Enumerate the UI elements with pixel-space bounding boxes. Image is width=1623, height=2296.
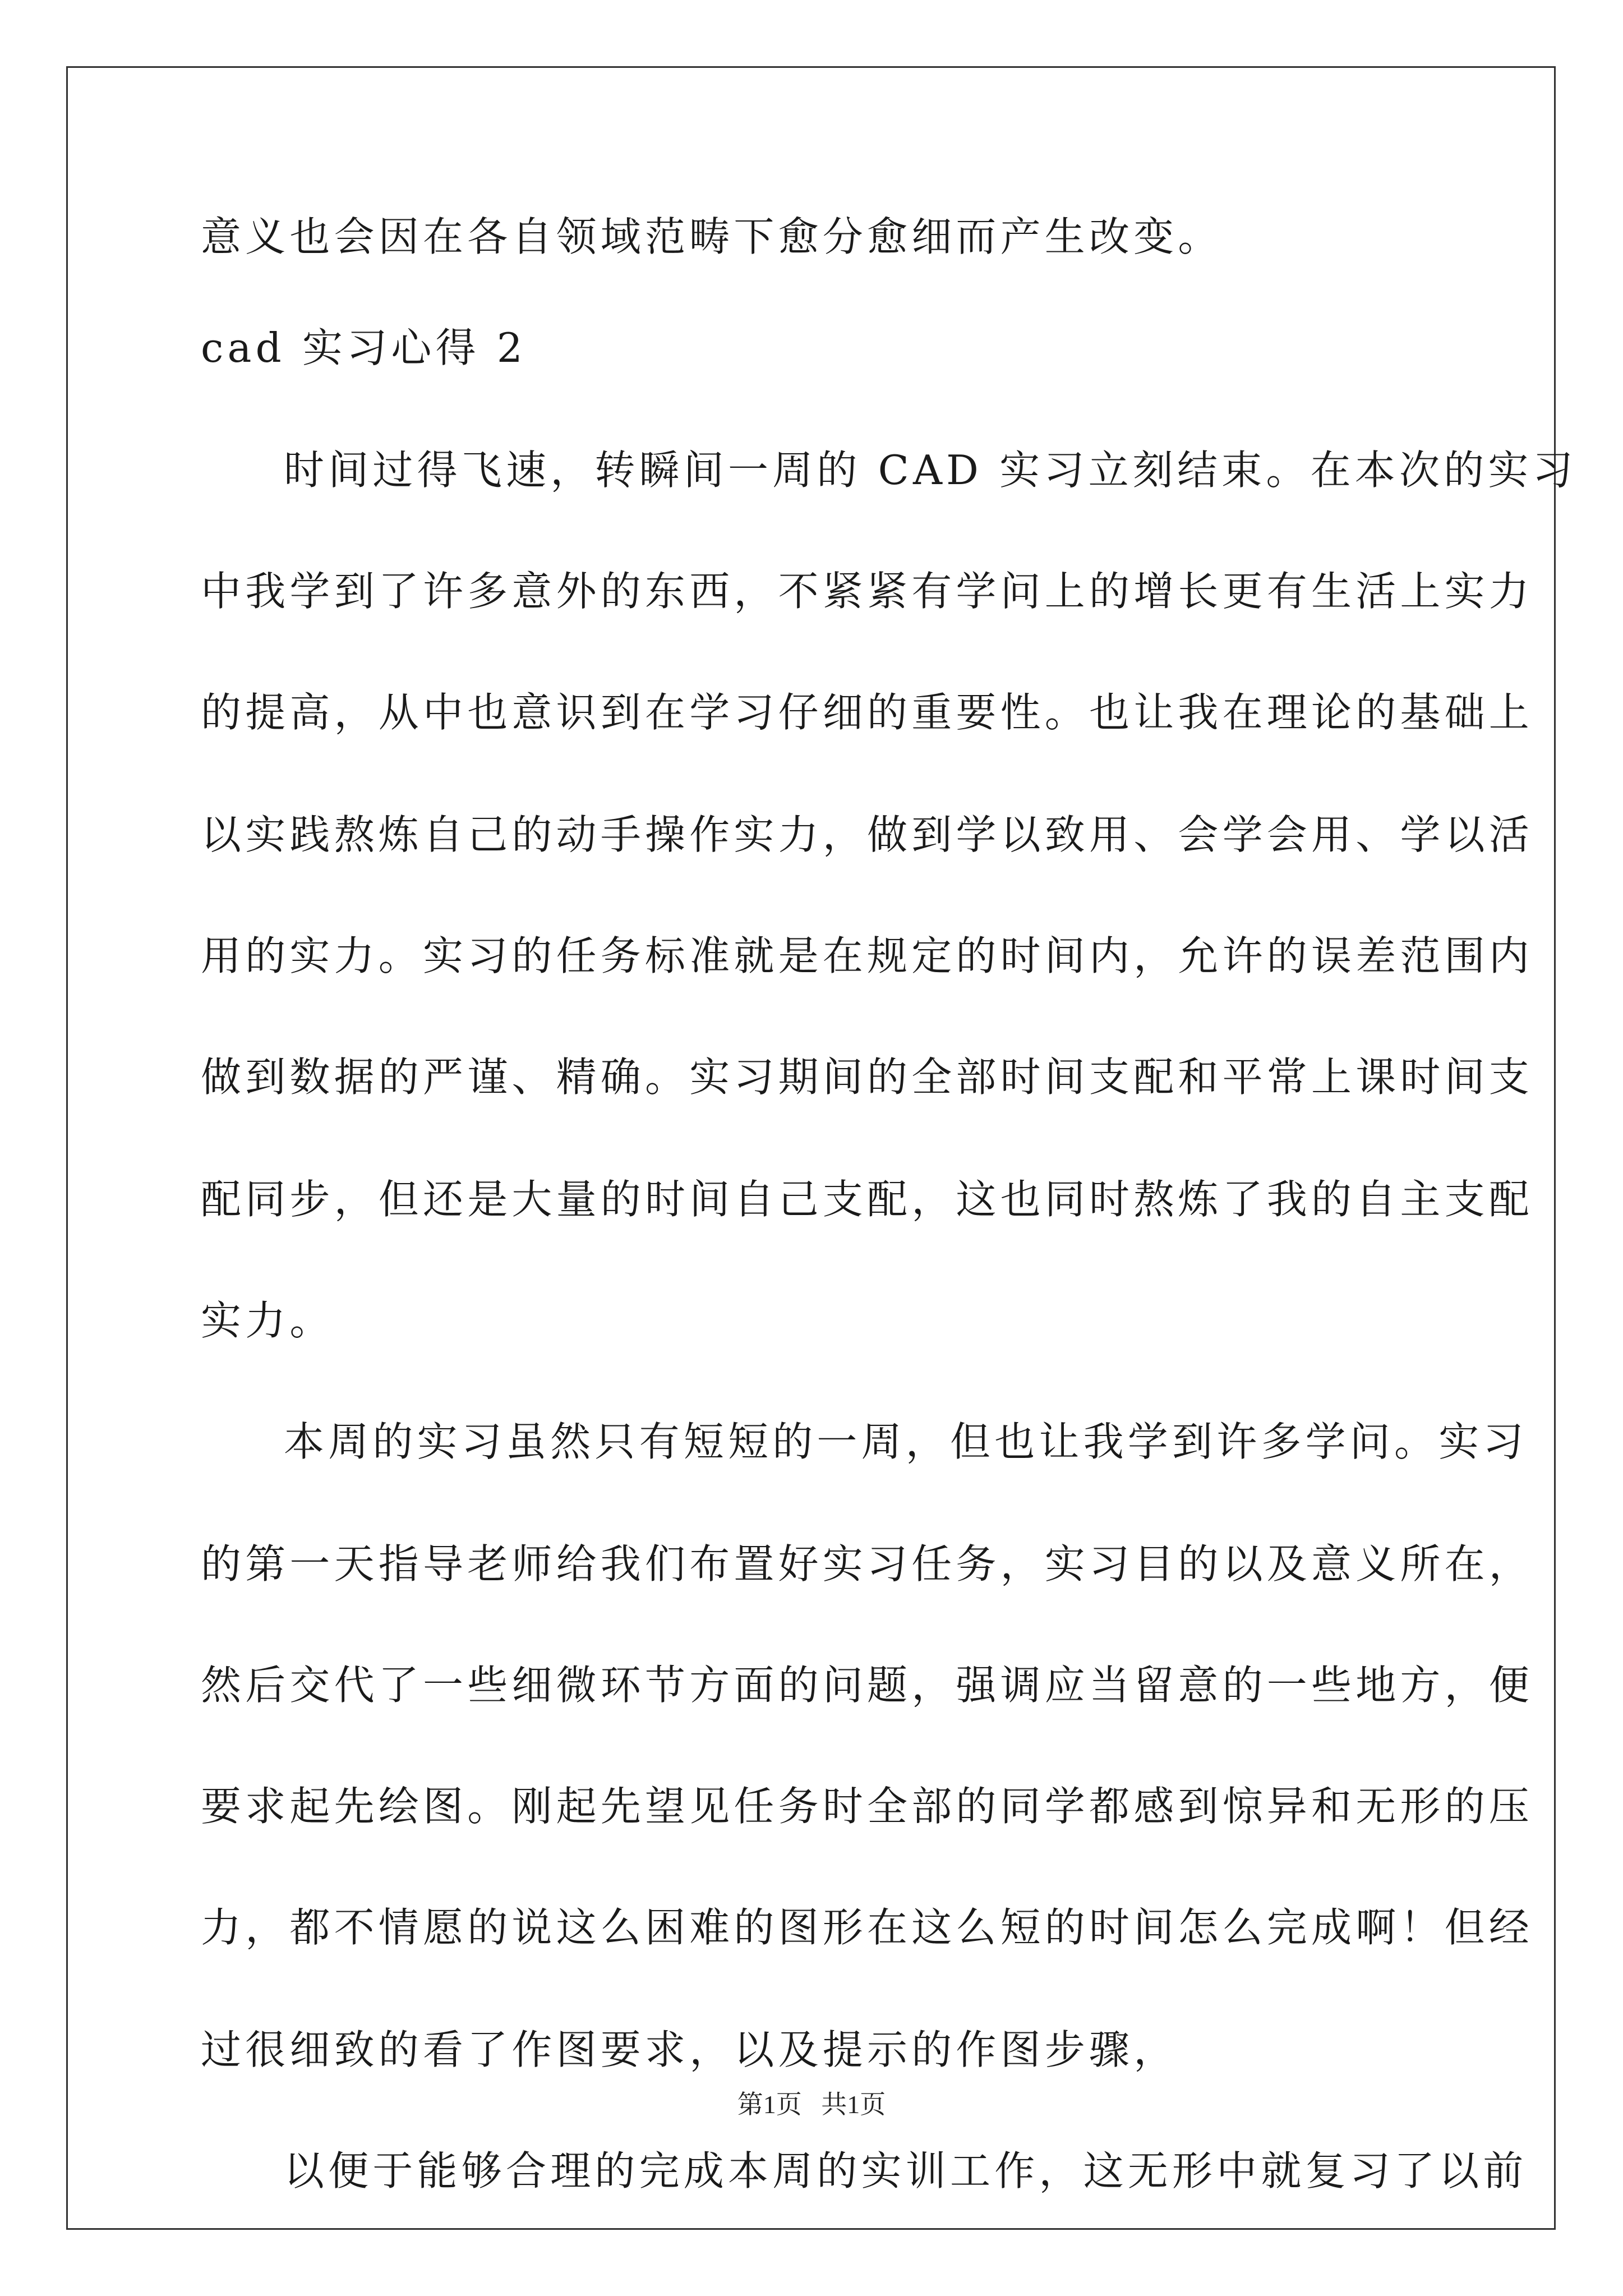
text-line: 力，都不情愿的说这么困难的图形在这么短的时间怎么完成啊！但经 <box>201 1904 1534 1951</box>
text-line: 的提高，从中也意识到在学习仔细的重要性。也让我在理论的基础上 <box>201 689 1534 736</box>
text-line: 然后交代了一些细微环节方面的问题，强调应当留意的一些地方，便 <box>201 1662 1534 1709</box>
text-line: 的第一天指导老师给我们布置好实习任务，实习目的以及意义所在， <box>201 1540 1534 1588</box>
paragraph-first-line: 本周的实习虽然只有短短的一周，但也让我学到许多学问。实习 <box>284 1418 1528 1465</box>
text-line: 配同步，但还是大量的时间自己支配，这也同时熬炼了我的自主支配 <box>201 1176 1534 1223</box>
paragraph-first-line: 以便于能够合理的完成本周的实训工作，这无形中就复习了以前 <box>284 2147 1528 2194</box>
text-line: 用的实力。实习的任务标准就是在规定的时间内，允许的误差范围内 <box>201 932 1534 979</box>
paragraph-first-line: 时间过得飞速，转瞬间一周的 CAD 实习立刻结束。在本次的实习 <box>284 447 1577 494</box>
text-line: 以实践熬炼自己的动手操作实力，做到学以致用、会学会用、学以活 <box>201 811 1534 858</box>
text-line: 实力。 <box>201 1297 334 1344</box>
text-line: 意义也会因在各自领域范畴下愈分愈细而产生改变。 <box>201 213 1223 260</box>
text-line: 做到数据的严谨、精确。实习期间的全部时间支配和平常上课时间支 <box>201 1053 1534 1101</box>
text-line: 中我学到了许多意外的东西，不紧紧有学问上的增长更有生活上实力 <box>201 568 1534 615</box>
text-line: 过很细致的看了作图要求，以及提示的作图步骤， <box>201 2026 1178 2073</box>
text-line: 要求起先绘图。刚起先望见任务时全部的同学都感到惊异和无形的压 <box>201 1783 1534 1830</box>
section-heading: cad 实习心得 2 <box>201 324 527 371</box>
page-number-footer: 第1页 共1页 <box>737 2090 886 2119</box>
